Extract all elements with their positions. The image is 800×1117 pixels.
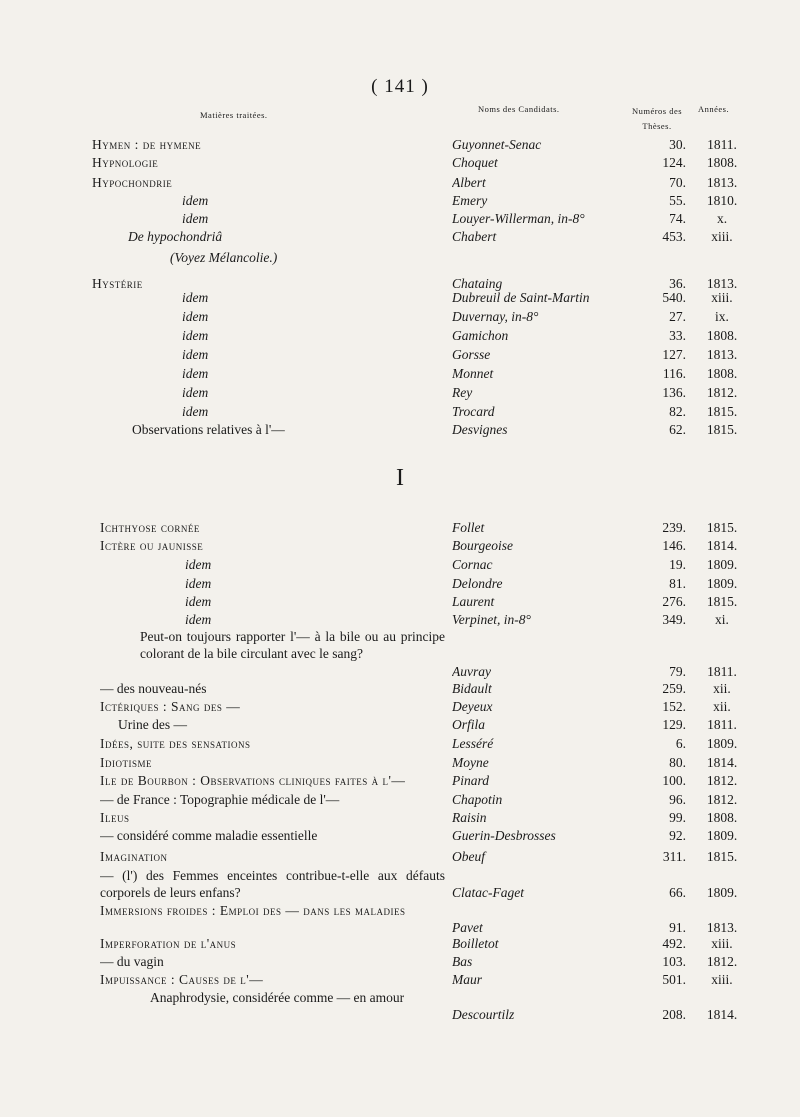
entry-subject: — (l') des Femmes enceintes contribue-t-elle aux défauts corporels de leurs enfans? [100, 868, 445, 900]
entry-year: 1813. [706, 920, 738, 936]
entry-candidate: Raisin [452, 810, 487, 825]
entry-year: 1814. [706, 538, 738, 553]
entry-year: xii. [713, 681, 731, 696]
entry-candidate: Lesséré [452, 736, 494, 751]
entry-year: 1808. [706, 810, 738, 825]
index-entry [0, 698, 800, 716]
entry-subject: Impuissance : Causes de l'— [100, 972, 264, 987]
index-entry [0, 136, 800, 154]
entry-thesis-number: 501. [662, 972, 686, 987]
entry-year: xii. [713, 699, 731, 714]
entry-thesis-number: 146. [662, 538, 686, 553]
entry-year: 1809. [706, 576, 738, 591]
index-entry [0, 867, 800, 903]
entry-year: xiii. [711, 936, 733, 951]
entry-year: 1811. [707, 663, 737, 679]
entry-candidate: Duvernay, in-8° [452, 309, 539, 324]
entry-thesis-number: 55. [669, 193, 686, 208]
entry-year: 1809. [706, 885, 738, 901]
entry-thesis-number: 259. [662, 681, 686, 696]
column-header-matieres: Matières traitées. [200, 110, 268, 120]
entry-subject: idem [185, 576, 212, 591]
entry-candidate: Guerin-Desbrosses [452, 828, 556, 843]
entry-thesis-number: 453. [662, 229, 686, 244]
entry-thesis-number: 129. [662, 717, 686, 732]
entry-candidate: Bourgeoise [452, 538, 513, 553]
entry-candidate: Obeuf [452, 849, 485, 864]
entry-year: 1811. [707, 717, 737, 732]
entry-subject: Urine des — [118, 717, 187, 732]
entry-subject: Ichthyose cornée [100, 520, 200, 535]
column-header-candidats: Noms des Candidats. [478, 104, 560, 114]
entry-candidate: Follet [452, 520, 485, 535]
index-entry [0, 154, 800, 172]
entry-thesis-number: 81. [669, 576, 686, 591]
entry-thesis-number: 66. [669, 885, 686, 901]
entry-year: xiii. [711, 972, 733, 987]
entry-thesis-number: 124. [662, 155, 686, 170]
entry-year: 1808. [706, 328, 738, 343]
entry-candidate: Auvray [452, 663, 491, 679]
entry-candidate: Albert [452, 175, 486, 190]
entry-year: 1812. [706, 954, 738, 969]
index-entry [0, 289, 800, 307]
index-entry [0, 537, 800, 555]
entry-candidate: Guyonnet-Senac [452, 137, 542, 152]
entry-year: xiii. [711, 229, 733, 244]
entry-subject: idem [182, 328, 209, 343]
entry-year: 1814. [706, 1007, 738, 1023]
index-entry [0, 754, 800, 772]
entry-subject: Anaphrodysie, considérée comme — en amour [150, 990, 405, 1005]
index-entry [0, 971, 800, 989]
entry-thesis-number: 33. [669, 328, 686, 343]
entry-subject: idem [182, 404, 209, 419]
entry-year: 1815. [706, 594, 738, 609]
entry-thesis-number: 92. [669, 828, 686, 843]
index-entry [0, 593, 800, 611]
entry-candidate: Delondre [452, 576, 503, 591]
entry-year: xiii. [711, 290, 733, 305]
entry-subject: Idiotisme [100, 755, 152, 770]
index-entry [0, 228, 800, 246]
entry-thesis-number: 79. [669, 663, 686, 679]
entry-candidate: Verpinet, in-8° [452, 612, 531, 627]
entry-subject: Ictère ou jaunisse [100, 538, 204, 553]
entry-subject: idem [182, 347, 209, 362]
entry-candidate: Trocard [452, 404, 495, 419]
entry-year: 1815. [706, 520, 738, 535]
index-entry [0, 716, 800, 734]
index-entry [0, 848, 800, 866]
entry-year: 1815. [706, 422, 738, 437]
entry-candidate: Boilletot [452, 936, 499, 951]
index-entry [0, 680, 800, 698]
entry-year: 1812. [706, 773, 738, 788]
entry-candidate: Maur [452, 972, 482, 987]
entry-candidate: Choquet [452, 155, 498, 170]
index-entry [0, 346, 800, 364]
index-entry [0, 556, 800, 574]
entry-thesis-number: 80. [669, 755, 686, 770]
entry-subject: (Voyez Mélancolie.) [170, 250, 278, 265]
entry-thesis-number: 91. [669, 920, 686, 936]
index-entry [0, 953, 800, 971]
entry-year: 1809. [706, 736, 738, 751]
entry-candidate: Bas [452, 954, 473, 969]
entry-thesis-number: 62. [669, 422, 686, 437]
section-letter: I [396, 465, 404, 491]
index-entry [0, 421, 800, 439]
entry-year: 1815. [706, 404, 738, 419]
entry-thesis-number: 82. [669, 404, 686, 419]
entry-candidate: Pavet [452, 920, 483, 936]
entry-candidate: Pinard [452, 773, 489, 788]
entry-candidate: Gamichon [452, 328, 509, 343]
entry-thesis-number: 127. [662, 347, 686, 362]
entry-thesis-number: 136. [662, 385, 686, 400]
entry-subject: Immersions froides : Emploi des — dans les maladies [100, 903, 406, 918]
page-number: ( 141 ) [371, 76, 429, 97]
column-header-annees: Années. [698, 104, 730, 114]
entry-thesis-number: 349. [662, 612, 686, 627]
entry-year: 1812. [706, 792, 738, 807]
entry-thesis-number: 27. [669, 309, 686, 324]
entry-candidate: Bidault [452, 681, 492, 696]
entry-subject: Peut-on toujours rapporter l'— à la bile ou au principe colorant de la bile circulant avec le sang? [140, 629, 445, 661]
entry-thesis-number: 100. [662, 773, 686, 788]
entry-subject: Imagination [100, 849, 168, 864]
entry-year: 1812. [706, 385, 738, 400]
entry-candidate: Cornac [452, 557, 493, 572]
entry-year: 1808. [706, 155, 738, 170]
entry-subject: — du vagin [100, 954, 164, 969]
entry-candidate: Dubreuil de Saint-Martin [452, 290, 590, 305]
entry-subject: Observations relatives à l'— [132, 422, 285, 437]
entry-year: 1815. [706, 849, 738, 864]
index-entry [0, 827, 800, 845]
index-entry [0, 772, 800, 790]
entry-subject: idem [182, 211, 209, 226]
entry-candidate: Descourtilz [452, 1007, 515, 1023]
index-entry [0, 989, 800, 1025]
entry-subject: Ileus [100, 810, 130, 825]
index-entry [0, 628, 800, 682]
entry-year: 1810. [706, 193, 738, 208]
entry-subject: Hypochondrie [92, 175, 173, 190]
entry-thesis-number: 208. [662, 1007, 686, 1023]
entry-year: xi. [715, 612, 729, 627]
entry-thesis-number: 239. [662, 520, 686, 535]
entry-subject: idem [182, 366, 209, 381]
entry-subject: idem [182, 385, 209, 400]
index-entry [0, 611, 800, 629]
index-entry [0, 902, 800, 938]
entry-subject: Idées, suite des sensations [100, 736, 251, 751]
entry-year: 1811. [707, 137, 737, 152]
entry-year: 1813. [706, 276, 738, 291]
entry-thesis-number: 276. [662, 594, 686, 609]
entry-subject: idem [182, 290, 209, 305]
index-entry [0, 791, 800, 809]
entry-thesis-number: 74. [669, 211, 686, 226]
entry-thesis-number: 70. [669, 175, 686, 190]
entry-year: x. [716, 211, 728, 226]
entry-candidate: Orfila [452, 717, 486, 732]
entry-candidate: Chapotin [452, 792, 503, 807]
entry-subject: — des nouveau-nés [100, 681, 207, 696]
entry-candidate: Deyeux [452, 699, 493, 714]
column-header-numeros: Numéros des Thèses. [631, 106, 683, 131]
entry-subject: idem [185, 557, 212, 572]
entry-thesis-number: 30. [669, 137, 686, 152]
entry-year: 1813. [706, 347, 738, 362]
entry-candidate: Chabert [452, 229, 497, 244]
entry-subject: Imperforation de l'anus [100, 936, 237, 951]
index-entry [0, 308, 800, 326]
entry-thesis-number: 152. [662, 699, 686, 714]
entry-thesis-number: 311. [662, 849, 686, 864]
entry-year: 1813. [706, 175, 738, 190]
entry-subject: — de France : Topographie médicale de l'— [100, 792, 340, 807]
entry-subject: Hystérie [92, 276, 143, 291]
entry-thesis-number: 492. [662, 936, 686, 951]
index-entry [0, 575, 800, 593]
entry-candidate: Emery [452, 193, 488, 208]
index-entry [0, 192, 800, 210]
index-entry [0, 365, 800, 383]
index-entry [0, 735, 800, 753]
entry-subject: idem [182, 309, 209, 324]
entry-candidate: Desvignes [452, 422, 508, 437]
entry-thesis-number: 96. [669, 792, 686, 807]
entry-year: 1809. [706, 557, 738, 572]
entry-candidate: Gorsse [452, 347, 491, 362]
entry-year: ix. [715, 309, 729, 324]
entry-candidate: Moyne [452, 755, 489, 770]
index-entry [0, 935, 800, 953]
index-entry [0, 519, 800, 537]
entry-year: 1814. [706, 755, 738, 770]
entry-candidate: Louyer-Willerman, in-8° [452, 211, 585, 226]
entry-candidate: Chataing [452, 276, 503, 291]
entry-candidate: Clatac-Faget [452, 885, 524, 901]
entry-subject: — considéré comme maladie essentielle [100, 828, 318, 843]
entry-year: 1808. [706, 366, 738, 381]
entry-subject: Hypnologie [92, 155, 159, 170]
entry-subject: Ile de Bourbon : Observations cliniques faites à l'— [100, 773, 406, 788]
entry-subject: idem [182, 193, 209, 208]
entry-candidate: Laurent [452, 594, 495, 609]
index-entry [0, 403, 800, 421]
entry-thesis-number: 99. [669, 810, 686, 825]
index-entry [0, 384, 800, 402]
entry-candidate: Monnet [452, 366, 494, 381]
index-entry [0, 210, 800, 228]
entry-subject: Ictériques : Sang des — [100, 699, 241, 714]
entry-thesis-number: 19. [669, 557, 686, 572]
entry-subject: De hypochondriâ [128, 229, 223, 244]
entry-subject: idem [185, 612, 212, 627]
index-entry [0, 174, 800, 192]
index-entry [0, 809, 800, 827]
entry-subject: Hymen : de hymene [92, 137, 202, 152]
index-entry [0, 327, 800, 345]
entry-thesis-number: 540. [662, 290, 686, 305]
entry-thesis-number: 36. [669, 276, 686, 291]
index-entry [0, 249, 800, 267]
entry-subject: idem [185, 594, 212, 609]
entry-candidate: Rey [452, 385, 473, 400]
entry-thesis-number: 6. [675, 736, 686, 751]
entry-thesis-number: 103. [662, 954, 686, 969]
entry-year: 1809. [706, 828, 738, 843]
entry-thesis-number: 116. [662, 366, 686, 381]
